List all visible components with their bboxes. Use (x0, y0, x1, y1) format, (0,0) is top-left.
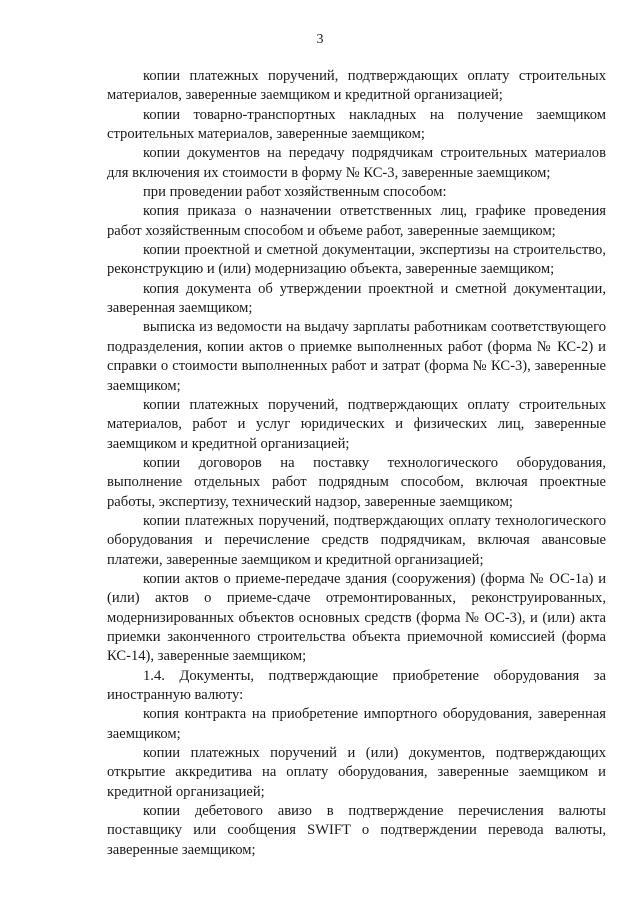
paragraph: копия контракта на приобретение импортного оборудования, заверенная заемщиком; (107, 706, 606, 742)
paragraph: копия документа об утверждении проектной и сметной документации, заверенная заемщиком; (107, 280, 606, 317)
paragraph: копии платежных поручений, подтверждающих оплату строительных материалов, заверенные заемщиком и кредитной организацией; (107, 68, 606, 104)
paragraph: копии платежных поручений, подтверждающих оплату технологического оборудования и перечисление средств подрядчикам, включая авансовые платежи, заверенные заемщиком и кредитной организацией; (107, 512, 606, 568)
paragraph: выписка из ведомости на выдачу зарплаты работникам соответствующего подразделения, копии актов о приемке выполненных работ (форма № КС-2) и справки о стоимости выполненных работ и затрат (форма № КС-3), заверенные заемщиком; (107, 319, 606, 394)
page-number: 3 (316, 32, 324, 47)
paragraph: копия приказа о назначении ответственных лиц, графике проведения работ хозяйственным способом и объеме работ, заверенные заемщиком; (107, 203, 606, 239)
paragraph: копии дебетового авизо в подтверждение перечисления валюты поставщику или сообщения SWIFT о подтверждении перевода валюты, заверенные заемщиком; (107, 803, 606, 858)
paragraph: копии проектной и сметной документации, экспертизы на строительство, реконструкцию и (или) модернизацию объекта, заверенные заемщиком; (107, 242, 606, 278)
paragraph: копии платежных поручений, подтверждающих оплату строительных материалов, работ и услуг юридических и физических лиц, заверенные заемщиком и кредитной организацией; (107, 396, 606, 452)
paragraph: при проведении работ хозяйственным способом: (143, 184, 447, 201)
paragraph: копии актов о приеме-передаче здания (сооружения) (форма № ОС-1а) и (или) актов о приеме-сдаче отремонтированных, реконструированных, модернизированных объектов основных средств (форма № ОС-3), и (или) акта приемки законченного строительства объекта приемочной комиссией (форма КС-14), заверенные заемщиком; (107, 570, 606, 665)
paragraph: копии платежных поручений и (или) документов, подтверждающих открытие аккредитива на оплату оборудования, заверенные заемщиком и кредитной организацией; (107, 745, 606, 800)
document-body (107, 67, 606, 860)
section-heading: 1.4. Документы, подтверждающие приобретение оборудования за иностранную валюту: (107, 667, 606, 703)
paragraph: копии договоров на поставку технологического оборудования, выполнение отдельных работ подрядным способом, включая проектные работы, экспертизу, технический надзор, заверенные заемщиком; (107, 454, 606, 510)
paragraph: копии документов на передачу подрядчикам строительных материалов для включения их стоимости в форму № КС-3, заверенные заемщиком; (107, 145, 606, 181)
paragraph: копии товарно-транспортных накладных на получение заемщиком строительных материалов, заверенные заемщиком; (107, 106, 606, 143)
